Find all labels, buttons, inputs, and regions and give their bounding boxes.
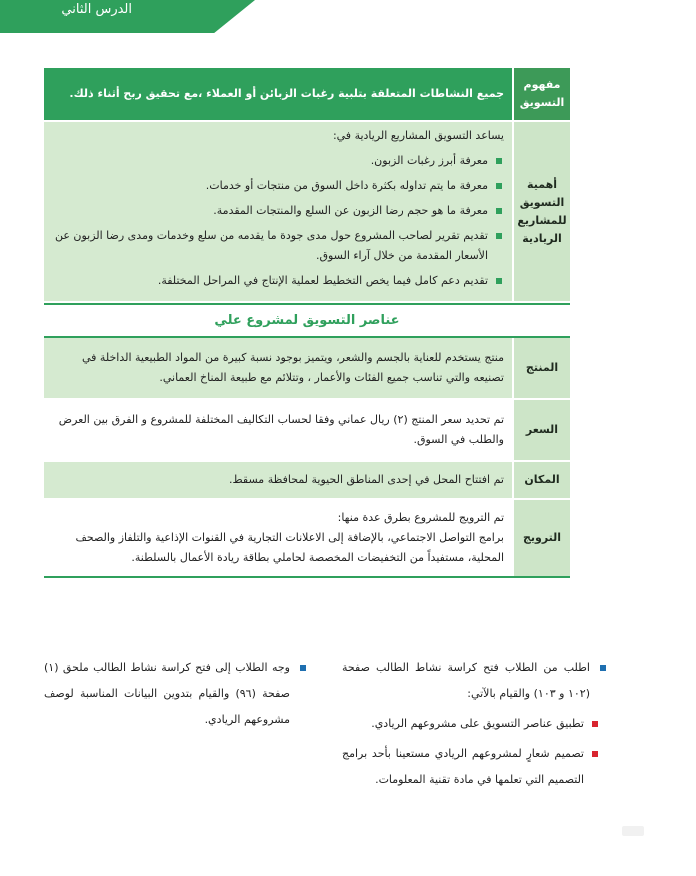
- concept-row: [44, 68, 570, 122]
- product-row: [44, 338, 570, 400]
- importance-intro: يساعد التسويق المشاريع الريادية في:: [332, 129, 504, 142]
- importance-item: تقديم دعم كامل فيما يخص التخطيط لعملية الإنتاج في المراحل المختلفة.: [52, 271, 504, 291]
- importance-label: أهمية التسويق للمشاريع الريادية: [512, 122, 570, 301]
- promotion-label: الترويج: [512, 500, 570, 576]
- red-bullet-icon: [592, 751, 598, 757]
- blue-bullet-icon: [600, 665, 606, 671]
- price-row: [44, 400, 570, 462]
- red-bullet-icon: [592, 721, 598, 727]
- activity-right: [342, 655, 606, 793]
- promotion-row: [44, 500, 570, 576]
- activity-main: وجه الطلاب إلى فتح كراسة نشاط الطالب ملحق (١) صفحة (٩٦) والقيام بتدوين البيانات المناسبة لوصف مشروعهم الريادي.: [44, 655, 306, 733]
- importance-item: تقديم تقرير لصاحب المشروع حول مدى جودة ما يقدمه من سلع وخدمات ومدى رضا الزبون عن الأسعار المقدمة من خلال آراء السوق.: [52, 226, 504, 266]
- importance-row: [44, 122, 570, 303]
- importance-item: معرفة ما يتم تداوله بكثرة داخل السوق من منتجات أو خدمات.: [52, 176, 504, 196]
- bullet-icon: [496, 158, 502, 164]
- price-label: السعر: [512, 400, 570, 460]
- blue-bullet-icon: [300, 665, 306, 671]
- bullet-icon: [496, 278, 502, 284]
- activity-left: [44, 655, 306, 733]
- marketing-table: [44, 68, 570, 578]
- section-title: عناصر التسويق لمشروع علي: [44, 303, 570, 338]
- importance-content: [44, 122, 512, 301]
- promotion-content: [44, 500, 512, 576]
- promotion-text: برامج التواصل الاجتماعي، بالإضافة إلى الاعلانات التجارية في القنوات الإذاعية والتلفاز والصحف المحلية، مستفيداً من التخفيضات المخصصة لحاملي بطاقة ريادة الأعمال بالسلطنة.: [75, 531, 504, 564]
- activity-sub: تصميم شعارٍ لمشروعهم الريادي مستعينا بأحد برامج التصميم التي تعلمها في مادة تقنية المعلومات.: [342, 741, 606, 793]
- place-text: تم افتتاح المحل في إحدى المناطق الحيوية لمحافظة مسقط.: [44, 462, 512, 498]
- product-label: المنتج: [512, 338, 570, 398]
- bullet-icon: [496, 233, 502, 239]
- activity-sub: تطبيق عناصر التسويق على مشروعهم الريادي.: [342, 711, 606, 737]
- concept-label: مفهوم التسويق: [512, 68, 570, 120]
- place-row: [44, 462, 570, 500]
- place-label: المكان: [512, 462, 570, 498]
- promotion-intro: تم الترويج للمشروع بطرق عدة منها:: [337, 511, 504, 524]
- concept-text: جميع النشاطات المتعلقة بتلبية رغبات الزبائن أو العملاء ،مع تحقيق ربح أثناء ذلك.: [44, 68, 512, 120]
- importance-item: معرفة أبرز رغبات الزبون.: [52, 151, 504, 171]
- activity-main: اطلب من الطلاب فتح كراسة نشاط الطالب صفحة (١٠٢ و ١٠٣) والقيام بالآتي:: [342, 655, 606, 707]
- bullet-icon: [496, 208, 502, 214]
- price-text: تم تحديد سعر المنتج (٢) ريال عماني وفقا لحساب التكاليف المختلفة للمشروع و الفرق بين العرض والطلب في السوق.: [44, 400, 512, 460]
- product-text: منتج يستخدم للعناية بالجسم والشعر، ويتميز بوجود نسبة كبيرة من المواد الطبيعية الداخلة في تصنيعه والتي تناسب جميع الفئات والأعمار ، وتتلائم مع طبيعة المناخ العماني.: [44, 338, 512, 398]
- lesson-label: الدرس الثاني: [61, 2, 132, 17]
- importance-item: معرفة ما هو حجم رضا الزبون عن السلع والمنتجات المقدمة.: [52, 201, 504, 221]
- page-number-box: [622, 826, 644, 836]
- importance-list: [52, 151, 504, 291]
- bullet-icon: [496, 183, 502, 189]
